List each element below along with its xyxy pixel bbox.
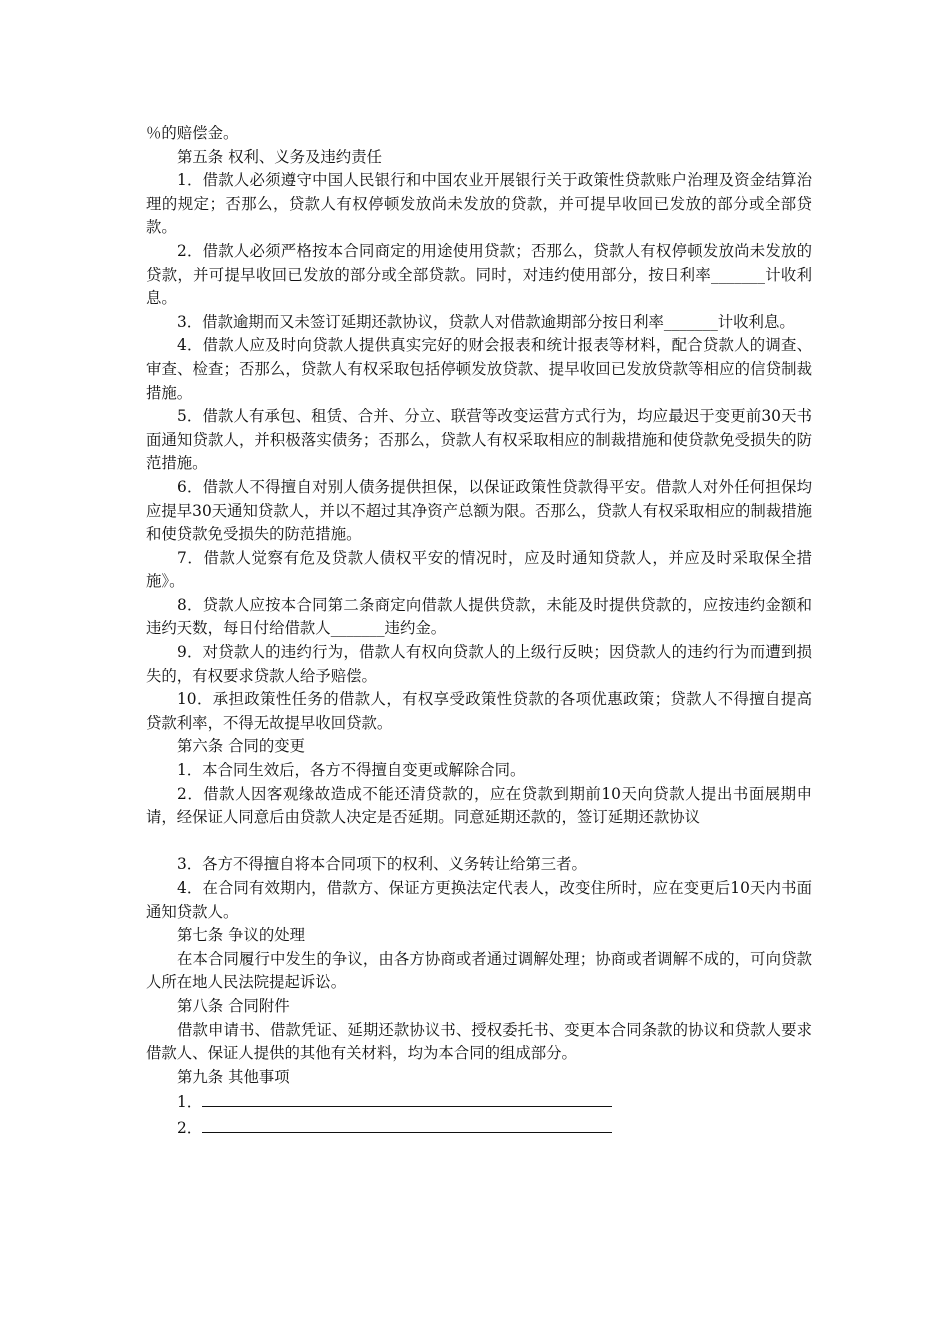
article-5-item-5: 5．借款人有承包、租赁、合并、分立、联营等改变运营方式行为，均应最迟于变更前30天书面通知贷款人，并积极落实债务；否那么，贷款人有权采取相应的制裁措施和使贷款免受损失的防范措施。 — [146, 407, 812, 473]
fill-in-blank-1[interactable] — [202, 1089, 612, 1107]
blank-line — [146, 830, 812, 854]
other-matters-number-1: 1． — [177, 1093, 203, 1112]
article-5-item-3: 3．借款逾期而又未签订延期还款协议，贷款人对借款逾期部分按日利率_______计收利息。 — [177, 312, 795, 331]
article-5-item-9: 9．对贷款人的违约行为，借款人有权向贷款人的上级行反映；因贷款人的违约行为而遭到损失的，有权要求贷款人给予赔偿。 — [146, 643, 812, 685]
article-5-item-8: 8．贷款人应按本合同第二条商定向借款人提供贷款，未能及时提供贷款的，应按违约金额和违约天数，每日付给借款人_______违约金。 — [146, 595, 812, 638]
article-5-title: 第五条 权利、义务及违约责任 — [177, 147, 382, 166]
contract-page — [146, 122, 812, 1141]
fill-in-blank-2[interactable] — [202, 1115, 612, 1133]
article-5-item-1: 1．借款人必须遵守中国人民银行和中国农业开展银行关于政策性贷款账户治理及资金结算治理的规定；否那么，贷款人有权停顿发放尚未发放的贷款，并可提早收回已发放的部分或全部贷款。 — [146, 171, 812, 237]
other-matters-row-1 — [146, 1089, 812, 1115]
article-5-item-10: 10．承担政策性任务的借款人，有权享受政策性贷款的各项优惠政策；贷款人不得擅自提高贷款利率，不得无故提早收回贷款。 — [146, 690, 812, 732]
intro-text: ％的赔偿金。 — [146, 124, 239, 142]
article-5-item-6: 6．借款人不得擅自对别人债务提供担保，以保证政策性贷款得平安。借款人对外任何担保均应提早30天通知贷款人，并以不超过其净资产总额为限。否那么，贷款人有权采取相应的制裁措施和使贷款免受损失的防范措施。 — [146, 477, 812, 544]
article-7-title: 第七条 争议的处理 — [177, 926, 306, 945]
article-8-body: 借款申请书、借款凭证、延期还款协议书、授权委托书、变更本合同条款的协议和贷款人要求借款人、保证人提供的其他有关材料，均为本合同的组成部分。 — [146, 1020, 812, 1063]
article-5-item-7: 7．借款人觉察有危及贷款人债权平安的情况时，应及时通知贷款人，并应及时采取保全措施》。 — [146, 548, 812, 591]
article-5-item-2: 2．借款人必须严格按本合同商定的用途使用贷款；否那么，贷款人有权停顿发放尚未发放的贷款，并可提早收回已发放的部分或全部贷款。同时，对违约使用部分，按日利率_______计收利息。 — [146, 241, 812, 308]
other-matters-number-2: 2． — [177, 1118, 203, 1137]
article-6-item-3: 3．各方不得擅自将本合同项下的权利、义务转让给第三者。 — [177, 855, 587, 874]
article-8-title: 第八条 合同附件 — [177, 996, 290, 1015]
article-6-item-2: 2．借款人因客观缘故造成不能还清贷款的，应在贷款到期前10天向贷款人提出书面展期申请，经保证人同意后由贷款人决定是否延期。同意延期还款的，签订延期还款协议 — [146, 784, 812, 827]
article-9-title: 第九条 其他事项 — [177, 1067, 290, 1086]
article-6-title: 第六条 合同的变更 — [177, 737, 306, 756]
article-6-item-4: 4．在合同有效期内，借款方、保证方更换法定代表人，改变住所时，应在变更后10天内书面通知贷款人。 — [146, 879, 812, 921]
article-5-item-4: 4．借款人应及时向贷款人提供真实完好的财会报表和统计报表等材料，配合贷款人的调查、审查、检查；否那么，贷款人有权采取包括停顿发放贷款、提早收回已发放贷款等相应的信贷制裁措施。 — [146, 336, 812, 402]
article-7-body: 在本合同履行中发生的争议，由各方协商或者通过调解处理；协商或者调解不成的，可向贷款人所在地人民法院提起诉讼。 — [146, 949, 812, 992]
article-6-item-1: 1．本合同生效后，各方不得擅自变更或解除合同。 — [177, 761, 526, 780]
other-matters-row-2 — [146, 1115, 812, 1141]
